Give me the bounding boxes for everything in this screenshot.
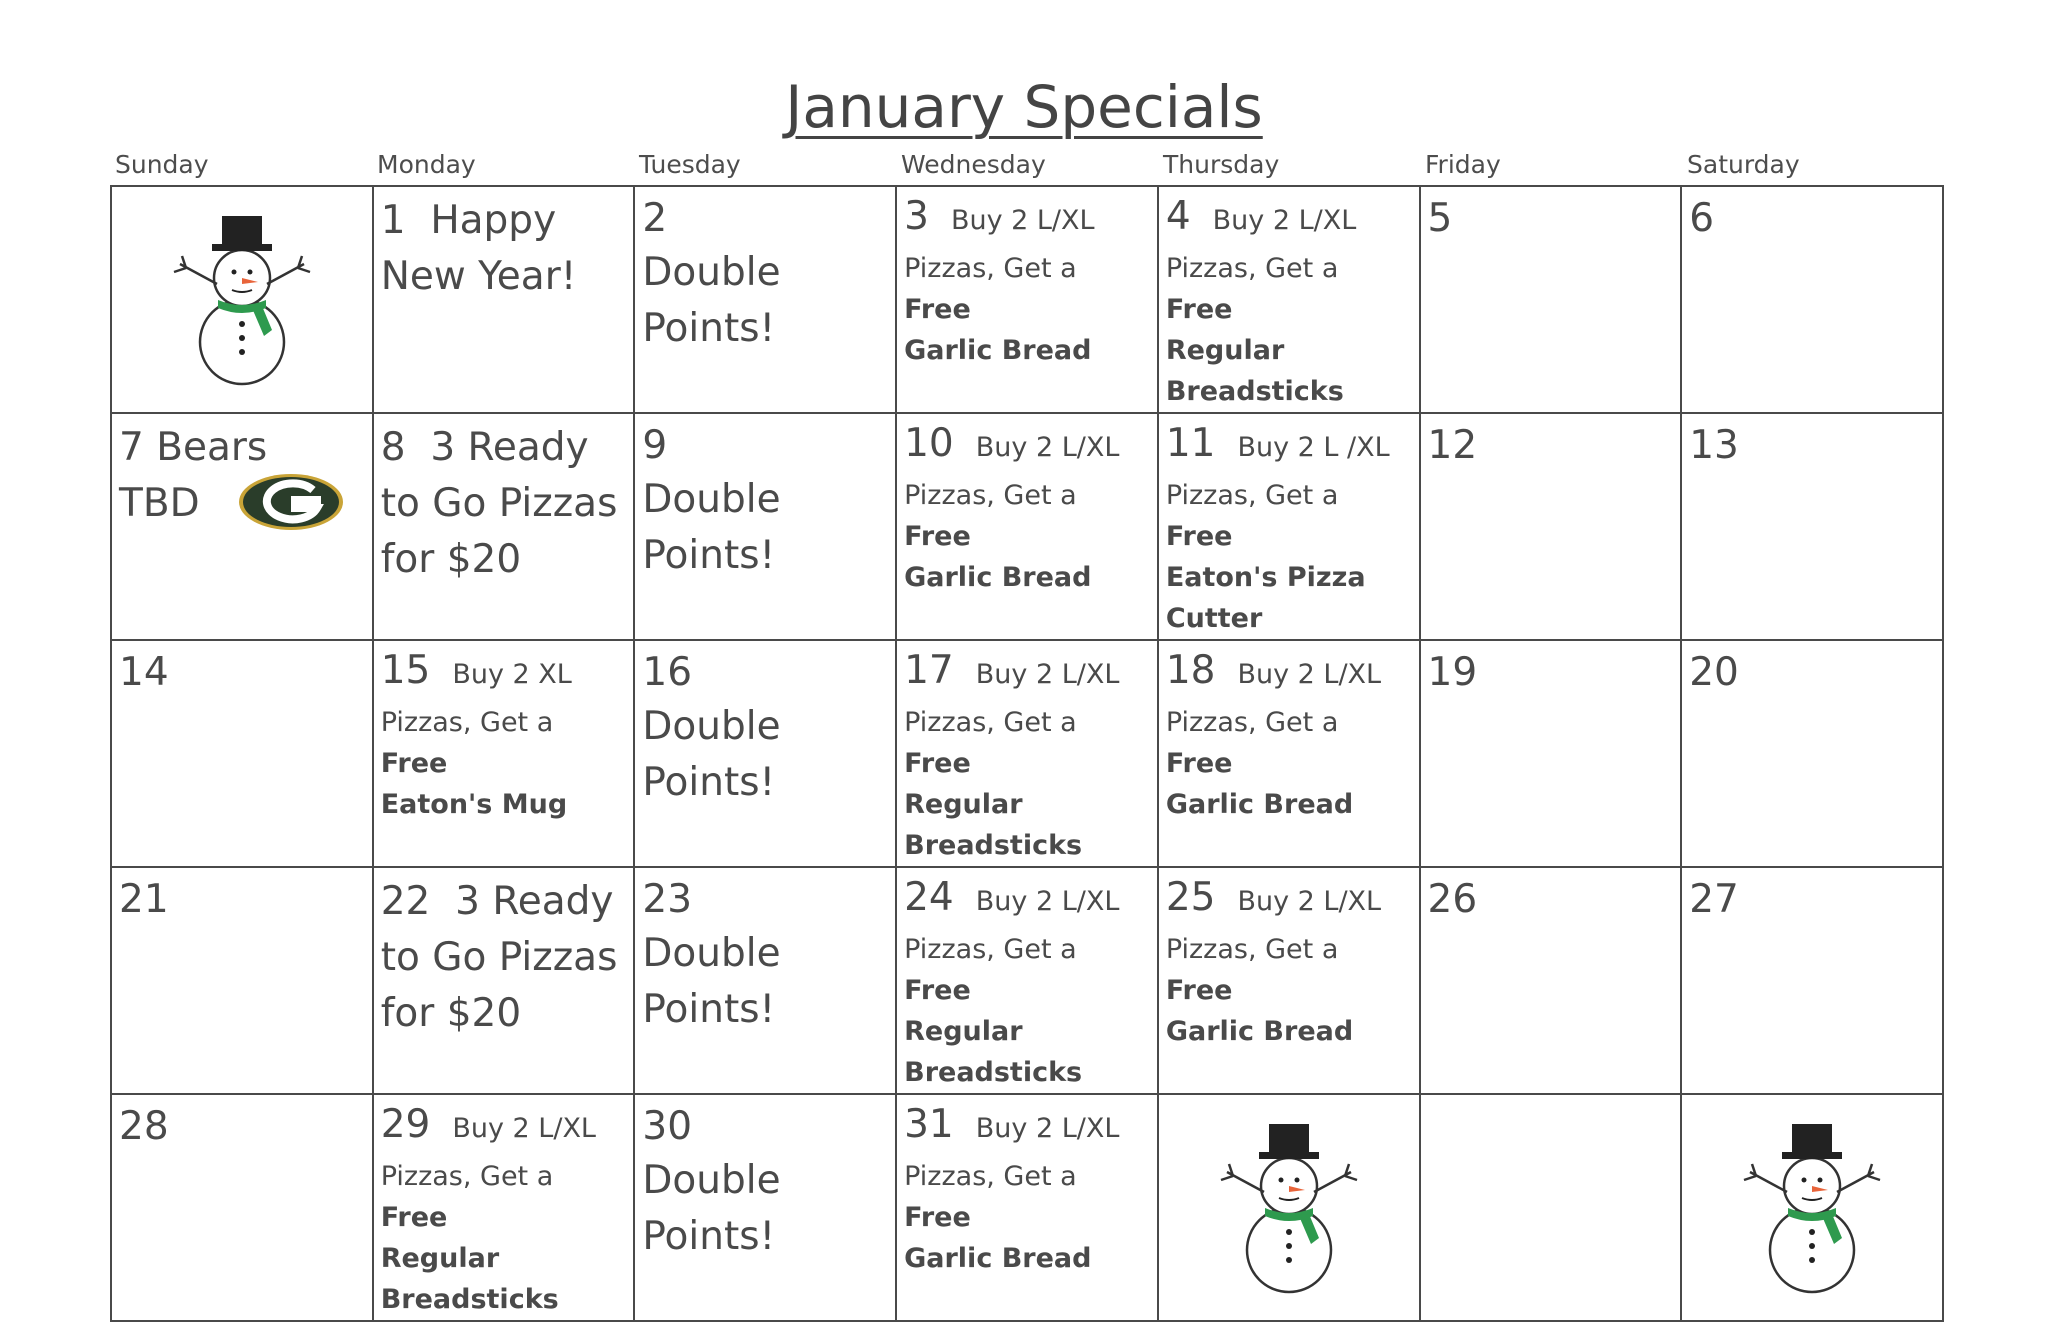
day-number: 20 [1689,650,1739,695]
calendar-cell [1681,640,1943,867]
free-label: Free [1165,748,1233,779]
weekday-wednesday: Wednesday [901,150,1046,179]
special-text: Pizzas, Get a [904,480,1077,511]
special-text: Pizzas, Get a [1165,707,1339,738]
free-label: Free [904,1202,971,1233]
special-line: Buy 2 L/XL [975,886,1120,917]
day-number: 25 [1165,875,1216,920]
day-number: 21 [119,877,169,922]
day-number: 13 [1689,423,1739,468]
calendar-cell [1158,867,1420,1094]
day-number: 4 [1165,194,1191,239]
free-label: Free [380,748,448,779]
calendar-week [111,413,1943,640]
weekday-tuesday: Tuesday [639,150,741,179]
calendar-cell [373,413,635,640]
special-line: Buy 2 L/XL [975,659,1120,690]
special-line: Buy 2 L/XL [1237,659,1382,690]
free-item: Garlic Bread [1165,1016,1354,1047]
day-number: 17 [904,648,954,693]
calendar-cell [1158,186,1420,413]
calendar-cell [373,186,635,413]
day-number: 23 [642,877,693,922]
calendar-week [111,186,1943,413]
day-number: 30 [642,1104,693,1149]
special-line: Buy 2 L/XL [1237,886,1382,917]
calendar-grid [110,185,1944,1322]
free-item: Regular Breadsticks [904,1016,1083,1088]
special-line: Buy 2 L/XL [1212,205,1357,236]
day-number: 28 [119,1104,169,1149]
calendar-week [111,867,1943,1094]
special-text: Pizzas, Get a [1165,934,1339,965]
free-label: Free [904,294,971,325]
day-number: 14 [119,650,169,695]
free-item: Garlic Bread [904,335,1092,366]
calendar-cell [896,867,1158,1094]
special-text: Pizzas, Get a [380,707,554,738]
day-number: 5 [1427,196,1453,241]
special-text: Double Points! [642,1158,781,1259]
free-item: Regular Breadsticks [904,789,1083,861]
free-label: Free [380,1202,448,1233]
special-text: TBD [119,481,200,526]
special-text: Happy New Year! [380,198,577,299]
free-item: Eaton's Mug [380,789,568,820]
day-number: 31 [904,1102,954,1147]
free-item: Regular Breadsticks [380,1243,559,1315]
special-line: Buy 2 L/XL [950,205,1095,236]
calendar-cell [373,867,635,1094]
calendar-cell [1681,867,1943,1094]
calendar-cell [634,640,896,867]
free-label: Free [1165,975,1233,1006]
football-logo-icon [237,472,345,532]
snowman-icon [172,212,312,388]
snowman-icon [1219,1120,1359,1296]
special-text: Double Points! [642,704,781,805]
calendar-cell [634,867,896,1094]
calendar-cell [111,867,373,1094]
calendar-cell [111,1094,373,1321]
day-number: 19 [1427,650,1478,695]
calendar-cell [1420,413,1682,640]
day-number: 26 [1427,877,1478,922]
special-text: Pizzas, Get a [1165,480,1339,511]
special-text: Pizzas, Get a [904,934,1077,965]
calendar-cell-empty [1420,1094,1682,1321]
special-text: Double Points! [642,931,781,1032]
calendar-cell [111,640,373,867]
free-item: Garlic Bread [1165,789,1354,820]
calendar-cell [634,186,896,413]
free-label: Free [1165,521,1233,552]
calendar-cell [1420,186,1682,413]
weekday-header [110,150,1944,184]
special-text: Double Points! [642,477,781,578]
special-text: Pizzas, Get a [1165,253,1339,284]
free-item: Garlic Bread [904,1243,1092,1274]
day-number: 16 [642,650,693,695]
day-number: 3 [904,194,929,239]
snowman-icon [1742,1120,1882,1296]
calendar-cell [896,640,1158,867]
free-label: Free [904,521,971,552]
calendar-cell [896,1094,1158,1321]
special-line: Buy 2 XL [452,659,572,690]
calendar-cell-empty [1158,1094,1420,1321]
calendar-cell [1420,867,1682,1094]
calendar-week [111,1094,1943,1321]
calendar-cell [896,186,1158,413]
special-text: Double Points! [642,250,781,351]
day-number: 2 [642,196,668,241]
day-number: 7 [119,425,144,470]
special-text: Pizzas, Get a [380,1161,554,1192]
special-line: Buy 2 L /XL [1237,432,1390,463]
special-line: Buy 2 L/XL [975,432,1120,463]
day-number: 18 [1165,648,1216,693]
special-line: Bears [156,425,268,470]
calendar-cell [111,413,373,640]
calendar-cell [1420,640,1682,867]
weekday-monday: Monday [377,150,476,179]
day-number: 27 [1689,877,1739,922]
day-number: 9 [642,423,668,468]
special-text: Pizzas, Get a [904,707,1077,738]
day-number: 24 [904,875,954,920]
free-label: Free [904,748,971,779]
free-item: Garlic Bread [904,562,1092,593]
day-number: 8 [380,425,406,470]
day-number: 22 [380,879,431,924]
calendar-cell [1158,413,1420,640]
weekday-friday: Friday [1425,150,1501,179]
special-line: Buy 2 L/XL [975,1113,1120,1144]
calendar-week [111,640,1943,867]
free-item: Regular Breadsticks [1165,335,1344,407]
calendar-cell-empty [1681,1094,1943,1321]
weekday-thursday: Thursday [1163,150,1280,179]
free-item: Eaton's Pizza Cutter [1165,562,1366,634]
day-number: 10 [904,421,954,466]
special-text: Pizzas, Get a [904,1161,1077,1192]
day-number: 15 [380,648,431,693]
day-number: 1 [380,198,406,243]
calendar-cell [1681,186,1943,413]
calendar-cell [634,1094,896,1321]
day-number: 11 [1165,421,1216,466]
calendar-cell [634,413,896,640]
calendar-cell [373,640,635,867]
day-number: 29 [380,1102,431,1147]
calendar-cell [896,413,1158,640]
special-text: 3 Ready to Go Pizzas for $20 [380,879,618,1036]
day-number: 6 [1689,196,1715,241]
calendar-cell [1158,640,1420,867]
calendar-cell [1681,413,1943,640]
free-label: Free [904,975,971,1006]
day-number: 12 [1427,423,1478,468]
special-line: Buy 2 L/XL [452,1113,596,1144]
free-label: Free [1165,294,1233,325]
weekday-saturday: Saturday [1687,150,1800,179]
weekday-sunday: Sunday [115,150,209,179]
special-text: 3 Ready to Go Pizzas for $20 [380,425,618,582]
calendar-cell-empty [111,186,373,413]
page-title: January Specials [785,73,1263,141]
special-text: Pizzas, Get a [904,253,1077,284]
calendar-cell [373,1094,635,1321]
